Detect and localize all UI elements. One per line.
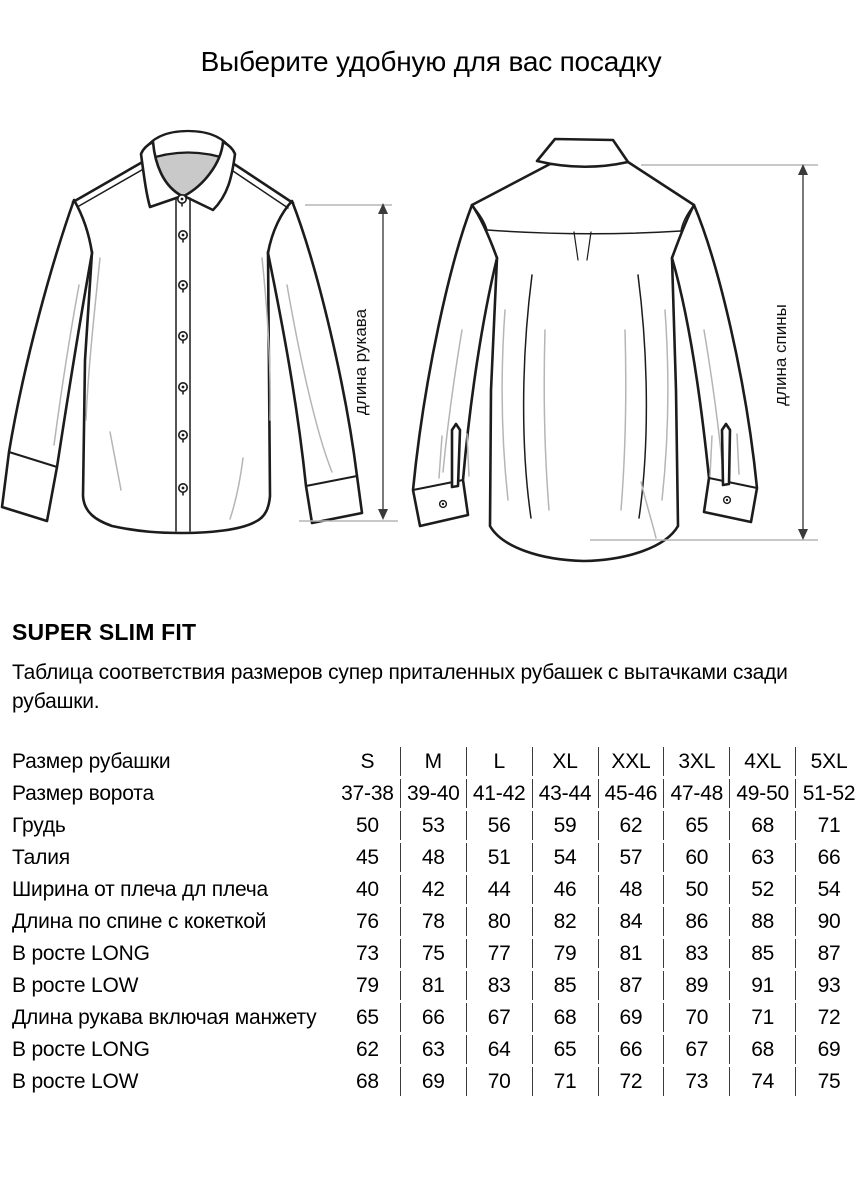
row-label: Длина рукава включая манжету	[12, 1005, 317, 1029]
size-value-cell: 93	[817, 973, 841, 997]
size-value-cell: 5XL	[810, 749, 848, 773]
table-row	[12, 811, 862, 840]
size-value-cell: 47-48	[664, 779, 730, 808]
size-value-cell: 73	[664, 1067, 730, 1096]
back-length-label: длина спины	[771, 304, 790, 406]
size-value-cell: 37-38	[335, 779, 401, 808]
back-right-sleeve	[672, 205, 757, 522]
size-value-cell: 62	[599, 811, 665, 840]
front-right-sleeve	[268, 201, 362, 523]
front-torso	[73, 160, 293, 533]
size-value-cell: 66	[817, 845, 841, 869]
dimension-arrow-down-icon	[378, 509, 388, 520]
front-left-sleeve	[2, 200, 92, 521]
row-label: Размер рубашки	[12, 749, 171, 773]
shirt-diagrams-svg	[0, 100, 862, 605]
size-value-cell: 48	[401, 843, 467, 872]
size-value-cell: 71	[730, 1003, 796, 1032]
front-shirt-drawing	[2, 131, 362, 533]
size-value-cell: 77	[467, 939, 533, 968]
size-value-cell: M	[401, 747, 467, 776]
table-row	[12, 1003, 862, 1032]
size-value-cell: 87	[817, 941, 841, 965]
size-value-cell: 48	[599, 875, 665, 904]
size-value-cell: 59	[533, 811, 599, 840]
size-value-cell: 65	[335, 1003, 401, 1032]
back-left-sleeve-placket	[452, 424, 460, 487]
table-row	[12, 1035, 862, 1064]
row-label: Талия	[12, 845, 70, 869]
back-torso	[472, 162, 694, 561]
size-value-cell: 44	[467, 875, 533, 904]
size-value-cell: 82	[533, 907, 599, 936]
size-value-cell: 75	[817, 1069, 841, 1093]
size-value-cell: 81	[401, 971, 467, 1000]
size-value-cell: 87	[599, 971, 665, 1000]
size-value-cell: 67	[467, 1003, 533, 1032]
size-value-cell: 3XL	[664, 747, 730, 776]
size-value-cell: 66	[599, 1035, 665, 1064]
size-value-cell: 85	[533, 971, 599, 1000]
size-value-cell: 66	[401, 1003, 467, 1032]
row-label: Ширина от плеча дл плеча	[12, 877, 268, 901]
size-value-cell: 69	[817, 1037, 841, 1061]
size-value-cell: 68	[335, 1067, 401, 1096]
dimension-arrow-down-icon	[798, 529, 808, 540]
size-value-cell: 73	[335, 939, 401, 968]
size-value-cell: 68	[730, 811, 796, 840]
row-label: В росте LONG	[12, 1037, 150, 1061]
size-value-cell: 79	[335, 971, 401, 1000]
size-value-cell: 79	[533, 939, 599, 968]
back-right-sleeve-placket	[722, 424, 730, 485]
size-value-cell: 89	[664, 971, 730, 1000]
back-right-cuff-button-dot	[726, 499, 728, 501]
size-value-cell: XXL	[599, 747, 665, 776]
size-value-cell: 54	[817, 877, 841, 901]
size-value-cell: 46	[533, 875, 599, 904]
size-value-cell: 71	[817, 813, 841, 837]
size-value-cell: 62	[335, 1035, 401, 1064]
sleeve-length-label: длина рукава	[351, 308, 370, 416]
size-value-cell: 65	[533, 1035, 599, 1064]
size-value-cell: 80	[467, 907, 533, 936]
size-value-cell: 68	[533, 1003, 599, 1032]
size-value-cell: 70	[467, 1067, 533, 1096]
table-row	[12, 939, 862, 968]
size-value-cell: XL	[533, 747, 599, 776]
size-value-cell: 91	[730, 971, 796, 1000]
size-value-cell: 50	[664, 875, 730, 904]
back-collar	[537, 139, 628, 167]
size-value-cell: 39-40	[401, 779, 467, 808]
size-value-cell: 68	[730, 1035, 796, 1064]
size-value-cell: 43-44	[533, 779, 599, 808]
size-value-cell: 41-42	[467, 779, 533, 808]
size-value-cell: 69	[599, 1003, 665, 1032]
table-row	[12, 843, 862, 872]
fit-description: Таблица соответствия размеров супер приталенных рубашек с вытачками сзади рубашки.	[12, 661, 788, 713]
size-value-cell: 83	[664, 939, 730, 968]
size-value-cell: L	[467, 747, 533, 776]
size-value-cell: 70	[664, 1003, 730, 1032]
back-shirt-drawing	[413, 139, 757, 561]
size-value-cell: 50	[335, 811, 401, 840]
size-value-cell: 78	[401, 907, 467, 936]
size-value-cell: 51-52	[802, 781, 856, 805]
size-value-cell: 56	[467, 811, 533, 840]
row-label: Размер ворота	[12, 781, 154, 805]
table-row	[12, 907, 862, 936]
size-value-cell: 71	[533, 1067, 599, 1096]
size-value-cell: 40	[335, 875, 401, 904]
table-row	[12, 747, 862, 776]
size-value-cell: 72	[599, 1067, 665, 1096]
size-value-cell: 4XL	[730, 747, 796, 776]
size-value-cell: 63	[730, 843, 796, 872]
table-row	[12, 971, 862, 1000]
row-label: Длина по спине с кокеткой	[12, 909, 267, 933]
size-value-cell: 88	[730, 907, 796, 936]
size-value-cell: 81	[599, 939, 665, 968]
table-row	[12, 1067, 862, 1096]
size-value-cell: 90	[817, 909, 841, 933]
size-value-cell: 45	[335, 843, 401, 872]
row-label: В росте LOW	[12, 973, 139, 997]
size-value-cell: 54	[533, 843, 599, 872]
size-value-cell: 45-46	[599, 779, 665, 808]
size-value-cell: 83	[467, 971, 533, 1000]
size-value-cell: 65	[664, 811, 730, 840]
size-value-cell: 52	[730, 875, 796, 904]
size-value-cell: 64	[467, 1035, 533, 1064]
size-value-cell: 75	[401, 939, 467, 968]
size-value-cell: 60	[664, 843, 730, 872]
table-row	[12, 875, 862, 904]
size-value-cell: 53	[401, 811, 467, 840]
size-value-cell: 57	[599, 843, 665, 872]
size-value-cell: 76	[335, 907, 401, 936]
back-left-cuff-button-dot	[442, 503, 444, 505]
fit-heading: SUPER SLIM FIT	[12, 619, 197, 645]
size-value-cell: 42	[401, 875, 467, 904]
size-value-cell: 86	[664, 907, 730, 936]
row-label: Грудь	[12, 813, 66, 837]
size-value-cell: S	[335, 747, 401, 776]
size-value-cell: 84	[599, 907, 665, 936]
size-value-cell: 63	[401, 1035, 467, 1064]
back-crease	[467, 434, 469, 476]
size-value-cell: 67	[664, 1035, 730, 1064]
table-row	[12, 779, 862, 808]
size-value-cell: 85	[730, 939, 796, 968]
row-label: В росте LOW	[12, 1069, 139, 1093]
page-title: Выберите удобную для вас посадку	[200, 46, 662, 77]
size-value-cell: 49-50	[730, 779, 796, 808]
size-value-cell: 69	[401, 1067, 467, 1096]
size-value-cell: 74	[730, 1067, 796, 1096]
row-label: В росте LONG	[12, 941, 150, 965]
size-value-cell: 51	[467, 843, 533, 872]
shirt-diagrams	[0, 100, 862, 605]
size-table	[12, 744, 862, 1099]
size-value-cell: 72	[817, 1005, 841, 1029]
